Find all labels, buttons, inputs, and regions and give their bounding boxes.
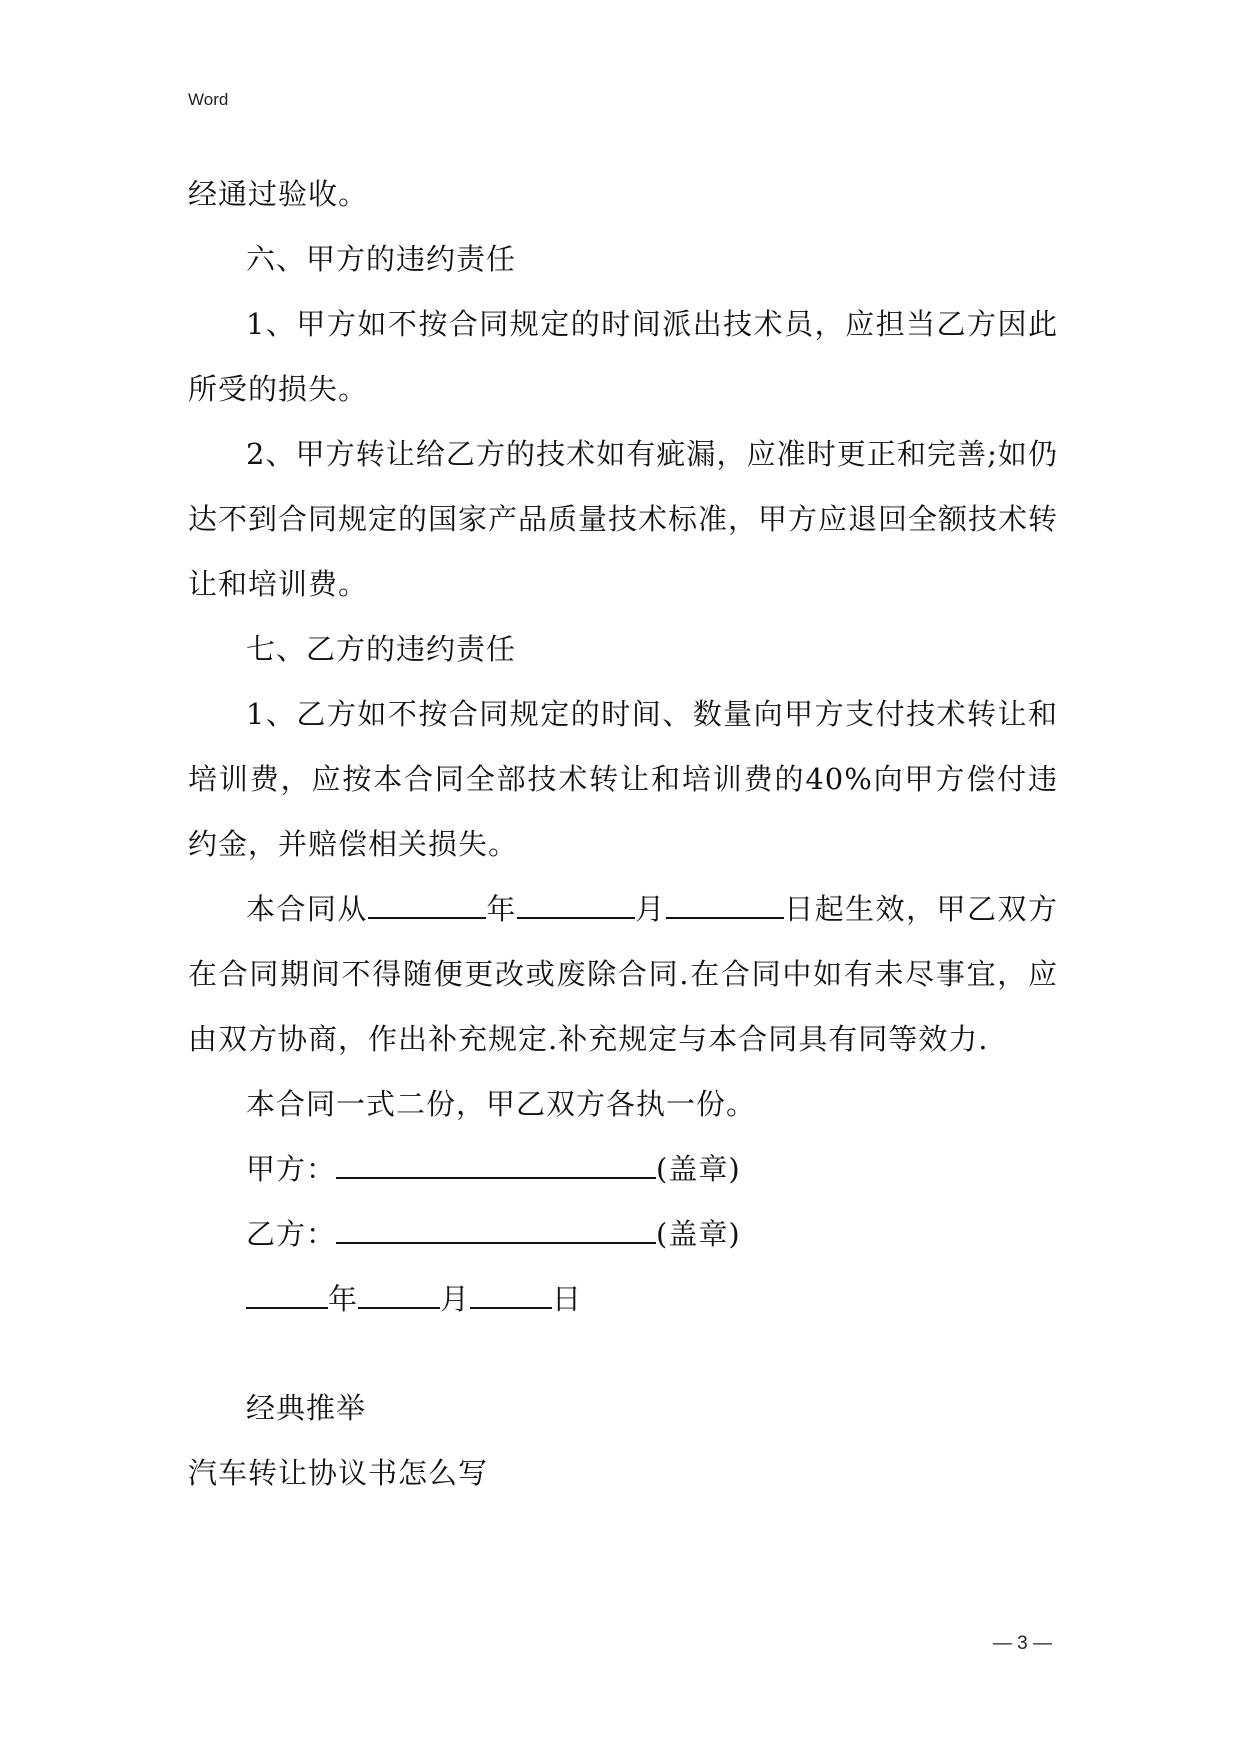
month-blank: [517, 893, 635, 919]
recommend-heading: 经典推举: [246, 1391, 367, 1425]
paragraph: 1、乙方如不按合同规定的时间、数量向甲方支付技术转让和培训费，应按本合同全部技术转让和培训费的40%向甲方偿付违约金，并赔偿相关损失。: [188, 697, 1058, 861]
paragraph: 2、甲方转让给乙方的技术如有疵漏，应准时更正和完善;如仍达不到合同规定的国家产品质量技术标准，甲方应退回全额技术转让和培训费。: [188, 437, 1059, 601]
month-label: 月: [634, 892, 666, 926]
year-blank: [368, 893, 486, 919]
party-b-blank: [336, 1218, 656, 1244]
page-header: Word: [188, 90, 229, 109]
section-heading-6: 六、甲方的违约责任: [246, 242, 517, 276]
party-b-label: 乙方：: [246, 1217, 337, 1251]
sign-year-blank: [246, 1283, 328, 1309]
day-blank: [666, 893, 784, 919]
sign-month-label: 月: [440, 1282, 471, 1316]
effective-clause: [188, 877, 1058, 1072]
party-b-signature-line: [188, 1202, 1058, 1267]
sign-month-blank: [358, 1283, 440, 1309]
spacer: [188, 1332, 1058, 1376]
paragraph: 1、甲方如不按合同规定的时间派出技术员，应担当乙方因此所受的损失。: [188, 307, 1058, 406]
recommend-link[interactable]: 汽车转让协议书怎么写: [188, 1456, 489, 1490]
year-label: 年: [485, 892, 517, 926]
document-body: [188, 162, 1058, 1506]
page-number: — 3 —: [992, 1633, 1052, 1654]
party-b-seal: (盖章): [656, 1217, 741, 1251]
sign-day-label: 日: [552, 1282, 583, 1316]
paragraph: 经通过验收。: [188, 177, 369, 211]
effective-rest: 日起生效，甲乙双方在合同期间不得随便更改或废除合同.在合同中如有未尽事宜，应由双方协商，作出补充规定.补充规定与本合同具有同等效力.: [188, 892, 1058, 1056]
party-a-seal: (盖章): [656, 1152, 741, 1186]
effective-prefix: 本合同从: [246, 892, 368, 926]
signing-date-line: [188, 1267, 1058, 1332]
sign-day-blank: [470, 1283, 552, 1309]
party-a-signature-line: [188, 1137, 1058, 1202]
party-a-blank: [336, 1153, 656, 1179]
party-a-label: 甲方：: [246, 1152, 337, 1186]
sign-year-label: 年: [328, 1282, 359, 1316]
copies-clause: 本合同一式二份，甲乙双方各执一份。: [246, 1087, 757, 1121]
section-heading-7: 七、乙方的违约责任: [246, 632, 517, 666]
